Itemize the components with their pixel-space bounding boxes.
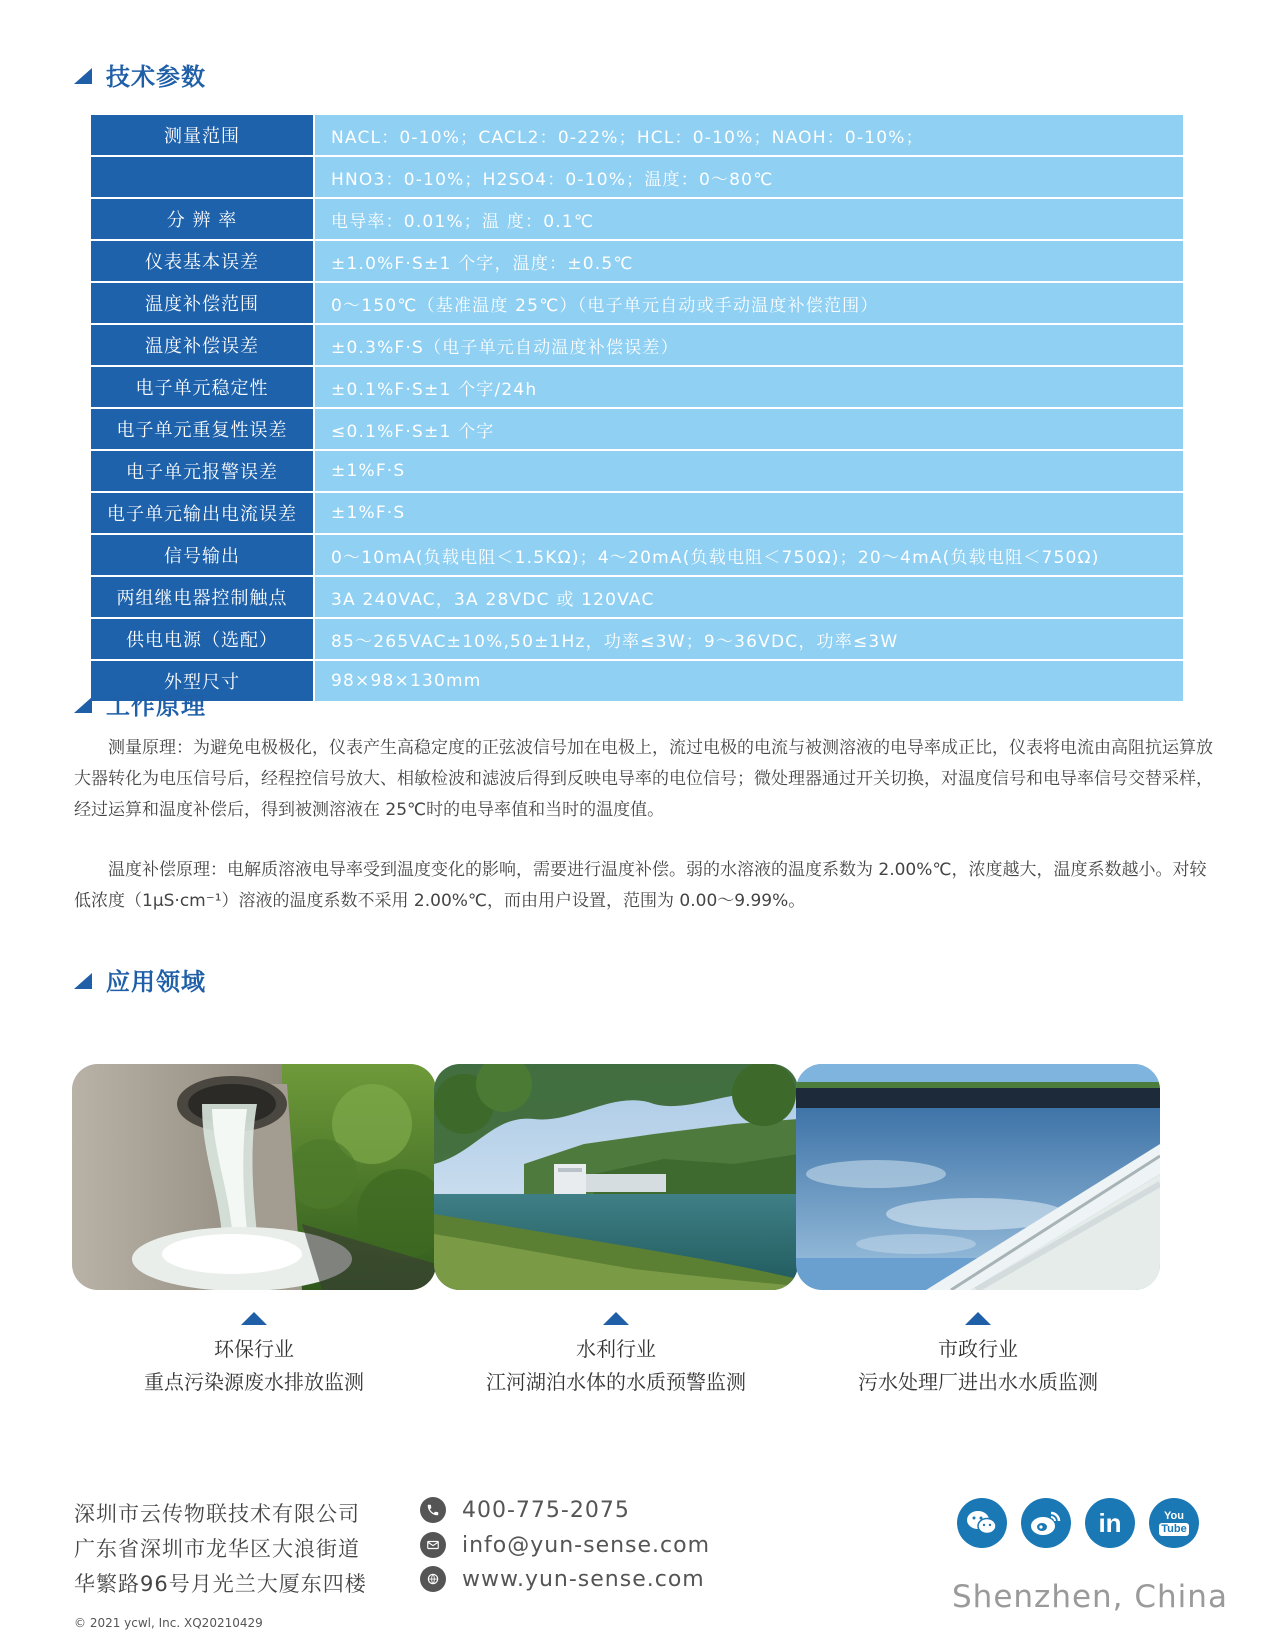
caption-triangle-icon (965, 1312, 991, 1325)
spec-row (91, 577, 1183, 617)
application-caption-3 (796, 1312, 1160, 1399)
tech-section-title: 技术参数 (74, 57, 206, 91)
spec-label: 电子单元重复性误差 (91, 409, 313, 449)
city-label: Shenzhen, China (952, 1579, 1228, 1615)
triangle-marker-icon (74, 973, 92, 989)
weir-illustration (796, 1064, 1160, 1290)
website-url: www.yun-sense.com (462, 1566, 705, 1592)
application-caption-2 (434, 1312, 798, 1399)
email-contact[interactable] (420, 1532, 710, 1558)
spec-label: 信号输出 (91, 535, 313, 575)
spec-label: 外型尺寸 (91, 661, 313, 701)
application-description: 江河湖泊水体的水质预警监测 (486, 1370, 746, 1394)
company-name: 深圳市云传物联技术有限公司 (74, 1502, 360, 1526)
spec-value: 3A 240VAC，3A 28VDC 或 120VAC (315, 577, 1183, 617)
copyright-text: © 2021 ycwl, Inc. XQ20210429 (74, 1616, 263, 1630)
spec-row (91, 115, 1183, 155)
wechat-icon[interactable] (957, 1498, 1007, 1548)
youtube-icon[interactable]: You Tube (1149, 1498, 1199, 1548)
application-description: 污水处理厂进出水水质监测 (858, 1370, 1098, 1394)
spec-table (91, 115, 1183, 703)
spec-value: 电导率：0.01%；温 度：0.1℃ (315, 199, 1183, 239)
phone-icon (420, 1497, 446, 1523)
spec-label: 两组继电器控制触点 (91, 577, 313, 617)
email-icon (420, 1532, 446, 1558)
outfall-illustration (72, 1064, 436, 1290)
principle-paragraph-temperature: 温度补偿原理：电解质溶液电导率受到温度变化的影响，需要进行温度补偿。弱的水溶液的温度系数为 2.00%℃，浓度越大，温度系数越小。对较低浓度（1μS·cm⁻¹）溶液的温度系数不采用 2.00%℃，而由用户设置，范围为 0.00～9.99%。 (74, 860, 1207, 911)
spec-row (91, 409, 1183, 449)
address-line-2: 华繁路96号月光兰大厦东四楼 (74, 1572, 367, 1596)
principle-paragraph-measure: 测量原理：为避免电极极化，仪表产生高稳定度的正弦波信号加在电极上，流过电极的电流与被测溶液的电导率成正比，仪表将电流由高阻抗运算放大器转化为电压信号后，经程控信号放大、相敏检波和滤波后得到反映电导率的电位信号；微处理器通过开关切换，对温度信号和电导率信号交替采样，经过运算和温度补偿后，得到被测溶液在 25℃时的电导率值和当时的温度值。 (74, 738, 1213, 820)
water-conservancy-photo (434, 1064, 798, 1290)
spec-row (91, 283, 1183, 323)
spec-row (91, 241, 1183, 281)
environmental-photo (72, 1064, 436, 1290)
phone-contact[interactable] (420, 1497, 630, 1523)
spec-value: ≤0.1%F·S±1 个字 (315, 409, 1183, 449)
application-caption-1 (72, 1312, 436, 1399)
application-description: 重点污染源废水排放监测 (144, 1370, 364, 1394)
spec-value: 98×98×130mm (315, 661, 1183, 701)
spec-label (91, 157, 313, 197)
application-title: 水利行业 (576, 1337, 656, 1361)
spec-value: ±0.1%F·S±1 个字/24h (315, 367, 1183, 407)
spec-label: 温度补偿误差 (91, 325, 313, 365)
triangle-marker-icon (74, 697, 92, 713)
spec-value: 85～265VAC±10%,50±1Hz，功率≤3W；9～36VDC，功率≤3W (315, 619, 1183, 659)
spec-row (91, 199, 1183, 239)
caption-triangle-icon (603, 1312, 629, 1325)
spec-value: NACL：0-10%；CACL2：0-22%；HCL：0-10%；NAOH：0-10%； (315, 115, 1183, 155)
spec-value: HNO3：0-10%；H2SO4：0-10%；温度：0～80℃ (315, 157, 1183, 197)
spec-row (91, 325, 1183, 365)
spec-value: ±0.3%F·S（电子单元自动温度补偿误差） (315, 325, 1183, 365)
spec-row (91, 535, 1183, 575)
municipal-photo (796, 1064, 1160, 1290)
application-title: 环保行业 (214, 1337, 294, 1361)
spec-row (91, 493, 1183, 533)
phone-number: 400-775-2075 (462, 1497, 630, 1523)
spec-row (91, 619, 1183, 659)
spec-label: 电子单元报警误差 (91, 451, 313, 491)
address-line-1: 广东省深圳市龙华区大浪街道 (74, 1537, 360, 1561)
spec-value: 0～150℃（基准温度 25℃）（电子单元自动或手动温度补偿范围） (315, 283, 1183, 323)
spec-label: 供电电源（选配） (91, 619, 313, 659)
application-title: 市政行业 (938, 1337, 1018, 1361)
email-address: info@yun-sense.com (462, 1532, 711, 1558)
website-contact[interactable] (420, 1566, 705, 1592)
spec-label: 测量范围 (91, 115, 313, 155)
spec-label: 电子单元输出电流误差 (91, 493, 313, 533)
caption-triangle-icon (241, 1312, 267, 1325)
spec-label: 温度补偿范围 (91, 283, 313, 323)
spec-label: 分 辨 率 (91, 199, 313, 239)
spec-value: ±1%F·S (315, 493, 1183, 533)
spec-value: 0～10mA(负载电阻＜1.5KΩ)；4～20mA(负载电阻＜750Ω)；20～4mA(负载电阻＜750Ω) (315, 535, 1183, 575)
spec-row (91, 451, 1183, 491)
spec-label: 仪表基本误差 (91, 241, 313, 281)
spec-value: ±1.0%F·S±1 个字，温度：±0.5℃ (315, 241, 1183, 281)
application-section-title: 应用领域 (74, 962, 206, 996)
reservoir-illustration (434, 1064, 798, 1290)
spec-value: ±1%F·S (315, 451, 1183, 491)
triangle-marker-icon (74, 68, 92, 84)
principle-section-title: 工作原理 (74, 686, 206, 720)
spec-row (91, 367, 1183, 407)
linkedin-icon[interactable]: in (1085, 1498, 1135, 1548)
spec-label: 电子单元稳定性 (91, 367, 313, 407)
web-globe-icon (420, 1566, 446, 1592)
weibo-icon[interactable] (1021, 1498, 1071, 1548)
spec-row (91, 661, 1183, 701)
spec-row (91, 157, 1183, 197)
